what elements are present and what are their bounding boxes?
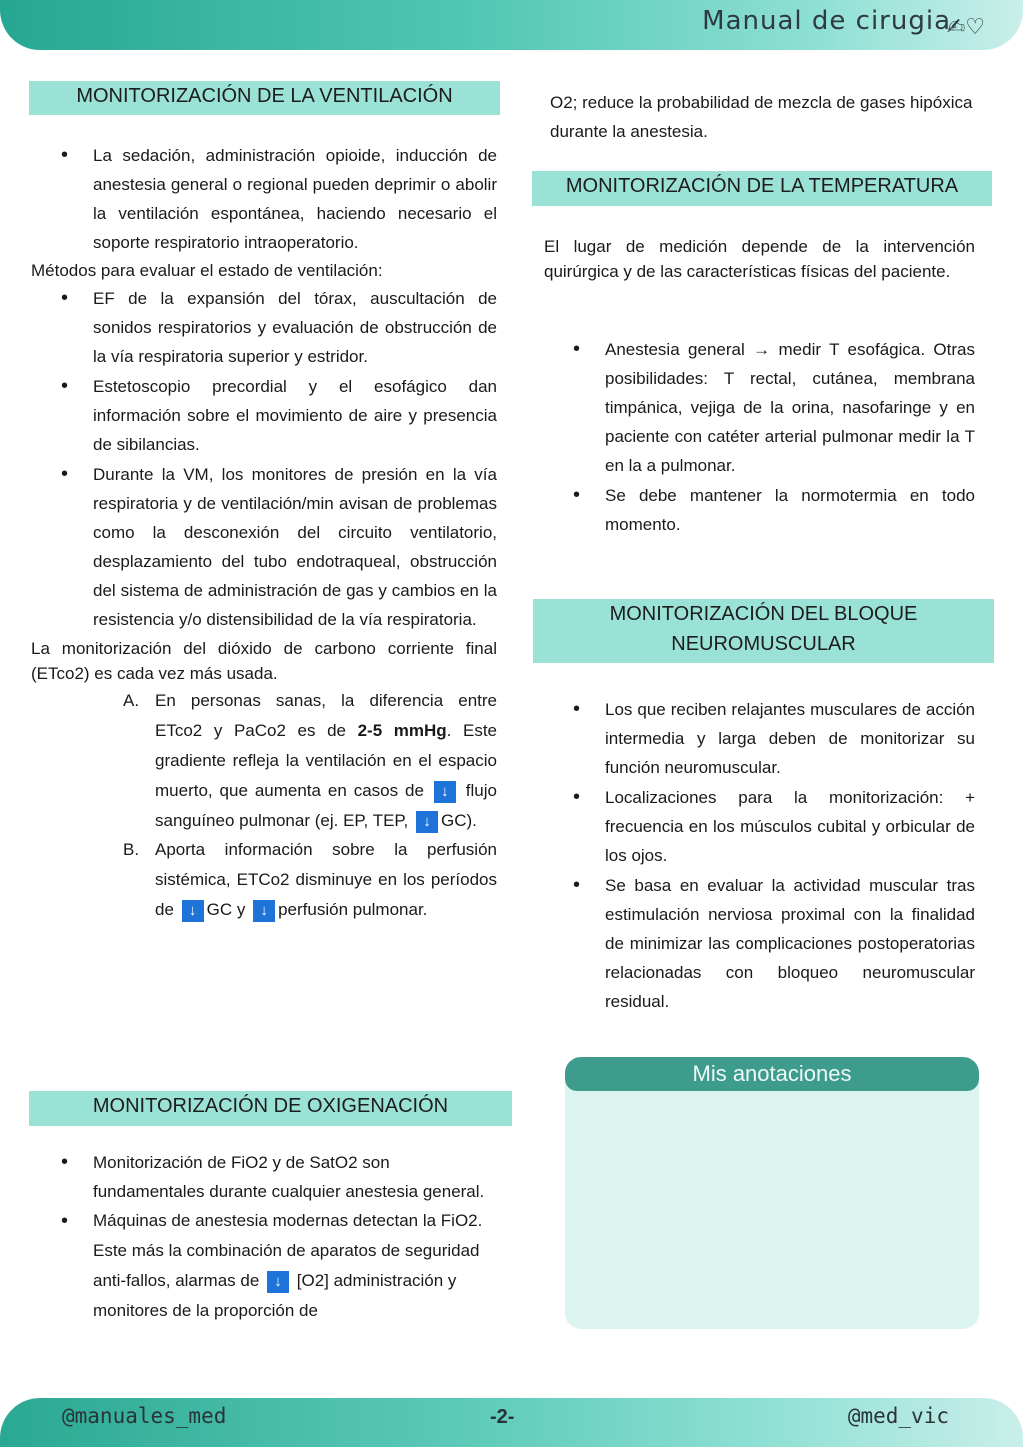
oxygenation-bullet-1: • Monitorización de FiO2 y de SatO2 son fundamentales durante cualquier anestesia general. bbox=[31, 1148, 497, 1206]
notes-box[interactable] bbox=[565, 1057, 979, 1329]
oxygenation-bullet-2: • Máquinas de anestesia modernas detectan la FiO2. Este más la combinación de aparatos de seguridad anti-fallos, alarmas de ↓ [O2] administración y monitores de la proporción de bbox=[31, 1206, 497, 1326]
neuromuscular-heading-line2: NEUROMUSCULAR bbox=[671, 633, 856, 655]
oxygenation-block bbox=[31, 1148, 497, 1326]
down-arrow-icon: ↓ bbox=[434, 781, 456, 803]
method-item-3: • Durante la VM, los monitores de presión en la vía respiratoria y de ventilación/min avisan de problemas como la desconexión del circuito ventilatorio, desplazamiento del tubo endotraqueal, obstrucción del sistema de administración de gas y cambios en la resistencia y/o distensibilidad de la vía respiratoria. bbox=[31, 460, 497, 634]
temperature-intro: El lugar de medición depende de la intervención quirúrgica y de las características físicas del paciente. bbox=[544, 237, 975, 281]
notes-title: Mis anotaciones bbox=[565, 1057, 979, 1091]
temperature-block bbox=[543, 335, 975, 539]
methods-label: Métodos para evaluar el estado de ventilación: bbox=[31, 261, 383, 280]
etco2-item-b: B. Aporta información sobre la perfusión sistémica, ETCo2 disminuye en los períodos de ↓ GC y ↓ perfusión pulmonar. bbox=[31, 835, 497, 925]
item-b-marker: B. bbox=[123, 840, 140, 859]
down-arrow-icon: ↓ bbox=[267, 1271, 289, 1293]
oxygenation-list bbox=[31, 1148, 497, 1326]
temperature-bullet-2: • Se debe mantener la normotermia en todo momento. bbox=[543, 481, 975, 539]
etco2-list bbox=[31, 686, 497, 925]
ventilation-intro-list bbox=[31, 141, 497, 257]
temperature-heading: MONITORIZACIÓN DE LA TEMPERATURA bbox=[532, 171, 992, 206]
footer-handle-left: @manuales_med bbox=[62, 1404, 227, 1428]
ventilation-heading: MONITORIZACIÓN DE LA VENTILACIÓN bbox=[29, 81, 500, 115]
neuromuscular-bullet-3: • Se basa en evaluar la actividad muscular tras estimulación nerviosa proximal con la finalidad de minimizar las complicaciones postoperatorias relacionadas con bloqueo neuromuscular residual. bbox=[543, 871, 975, 1016]
neuromuscular-block bbox=[543, 695, 975, 1016]
neuromuscular-heading-line1: MONITORIZACIÓN DEL BLOQUE bbox=[609, 603, 918, 625]
methods-list bbox=[31, 284, 497, 634]
down-arrow-icon: ↓ bbox=[182, 900, 204, 922]
neuromuscular-bullet-2: • Localizaciones para la monitorización: + frecuencia en los músculos cubital y orbicular de los ojos. bbox=[543, 783, 975, 870]
footer-handle-right: @med_vic bbox=[847, 1404, 949, 1428]
temperature-bullet-1: • Anestesia general → medir T esofágica. Otras posibilidades: T rectal, cutánea, membrana timpánica, vejiga de la orina, nasofaringe y en paciente con catéter arterial pulmonar medir la T en la a pulmonar. bbox=[543, 335, 975, 480]
oxygenation-heading: MONITORIZACIÓN DE OXIGENACIÓN bbox=[29, 1091, 512, 1126]
oxygenation-continuation: O2; reduce la probabilidad de mezcla de gases hipóxica durante la anestesia. bbox=[550, 93, 973, 141]
manual-title: Manual de cirugia bbox=[702, 6, 951, 36]
etco2-item-a: A. En personas sanas, la diferencia entre ETco2 y PaCo2 es de 2-5 mmHg. Este gradiente refleja la ventilación en el espacio muerto, que aumenta en casos de ↓ flujo sanguíneo pulmonar (ej. EP, TEP, ↓ GC). bbox=[31, 686, 497, 836]
pen-heart-icon: ✍♡ bbox=[946, 14, 985, 39]
temperature-list bbox=[543, 335, 975, 539]
neuromuscular-bullet-1: • Los que reciben relajantes musculares de acción intermedia y larga deben de monitorizar su función neuromuscular. bbox=[543, 695, 975, 782]
neuromuscular-list bbox=[543, 695, 975, 1016]
ventilation-intro-bullet: • La sedación, administración opioide, inducción de anestesia general o regional pueden deprimir o abolir la ventilación espontánea, haciendo necesario el soporte respiratorio intraoperatorio. bbox=[31, 141, 497, 257]
down-arrow-icon: ↓ bbox=[253, 900, 275, 922]
neuromuscular-heading bbox=[533, 599, 994, 663]
item-a-marker: A. bbox=[123, 691, 140, 710]
method-item-1: • EF de la expansión del tórax, auscultación de sonidos respiratorios y evaluación de obstrucción de la vía respiratoria superior y estridor. bbox=[31, 284, 497, 371]
down-arrow-icon: ↓ bbox=[416, 811, 438, 833]
method-item-2: • Estetoscopio precordial y el esofágico dan información sobre el movimiento de aire y presencia de sibilancias. bbox=[31, 372, 497, 459]
page-number: -2- bbox=[490, 1406, 515, 1428]
ventilation-block bbox=[31, 141, 497, 925]
etco2-intro: La monitorización del dióxido de carbono corriente final (ETco2) es cada vez más usada. bbox=[31, 639, 497, 683]
gradient-value: 2-5 mmHg bbox=[357, 721, 447, 740]
